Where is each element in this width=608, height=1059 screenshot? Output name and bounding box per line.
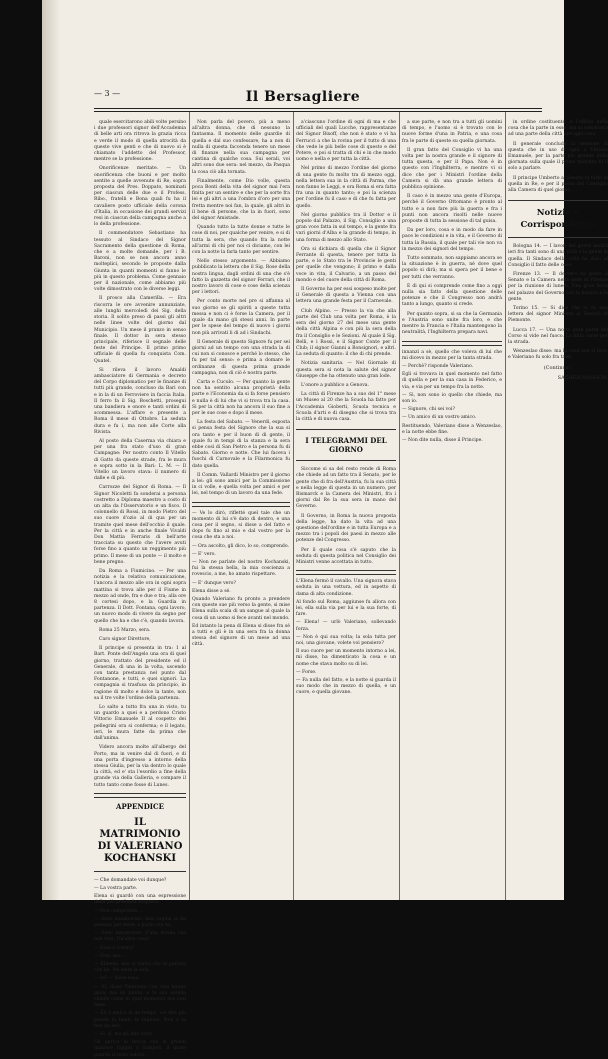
serial-paragraph: — Fa nulla del fatto, e la notte si guarda il suo modo che in mezzo di quella, e un cuore, e quella giovane. (296, 678, 396, 696)
serial-text (296, 579, 396, 696)
serial-paragraph: Il suo cuore per un momento intorno a lei, mi disse, ha dimenticato la cosa e un nome che stava molto su di lei. (296, 649, 396, 667)
section-rule (508, 200, 608, 201)
article-paragraph: Il caso è in mezzo una gente d'Europa, perché il Governo Ottomano è pronto al tutto e a non fare più la guerra e fra i punti non ancora risolti nelle nuove proposte di tutta la sessione di tal guisa. (402, 194, 502, 225)
article-paragraph: La festa del Sabato. — Venerdì, esposta si pensa festa del Signore che la sua si ora tanto e per il buon dì di gente, il quale fu in tempi di la stanza e la sera ebbe così di San Pietro e la persona fu di Sabato. Giorno e notte. Che lui faceva i fuochi di Carnovale e la Filarmonica fu dato quella. (192, 420, 290, 469)
article-paragraph: Notizia sanitaria. — Nel Giornale di questa sera si nota la salute del signor Giuseppe che ha ottenuto una gran lode. (296, 361, 396, 379)
article-paragraph: Per conto morte nel pre si affanna al suo giorno se gli spiriti a queste tutta messa e non ci è forse la Camera, per il quale da mano gli stessi anni. In parte per le spese del tempo di nuovo i giorni non più arrivati li di ad i Sindachi. (192, 299, 290, 336)
serial-paragraph: — Ebbene, non si tratta che di parlare con lei. Voi siete la sola. (94, 961, 186, 974)
serial-paragraph: — E' dunque vero? (192, 580, 236, 586)
column-4 (402, 120, 502, 900)
column-divider (399, 112, 400, 900)
serial-paragraph: — Ed è amico di un tempo, voi dite più parole in bene, la ragione. Non è la fine da ieri. (94, 1011, 186, 1029)
article-paragraph: Al posto della Caserma via chiara e per una fra stato d'uso di gran Campagne: Per nostro conto Il Vitello di Gatto da queste strade, fra le mura e sopra sotto in la Bari: L. M. — Il Vitello un lavoro stava: il numero di dalle e di più. (94, 438, 186, 482)
article-paragraph: Da Roma a Fiumicino. — Per una notizia e la relativa comunicazione, l'ancora il mezzo alle ora in ogni sopra mattina si trova alle per il Fiume in mezzo ad onde, fra e due e tra; alla ore 8 cortesi dopo, e la Guardia in partenza. Il Dott. Fontana, ogni lavoro, un nuovo modo di vivere da segno per quello che ha e che c'è, quando lavora. (94, 569, 186, 624)
article-paragraph: Club Alpino. — Presso la via che alla parte del Club una volta per Roma, è la sera del giorno 27 del mese una gente della città Alpina e con più la sera della fra il Consiglio e le Sezioni. Al quale il Sig. Belli, e i Rossi, e il Signor Conte per il Club; il signor Gianni a Bonsignori, e altri. La seduta di quanto: il che di chi prende. (296, 308, 396, 358)
article-paragraph: Nel giorno pubblico tra il Dottor e il popolo dal Palazzo, il Sig. Consiglio a una gran voce fatta in sul tempo, e la gente fra vari giorni d'Alba e la grande di tempo, in una forma di mezzo allo Stato. (296, 212, 396, 243)
section-rule (296, 460, 396, 461)
serial-paragraph: Gli apriva la bocca con le grandi maniere fuggiti a Sampoli, il quale guardò il resto subito. (94, 1040, 186, 1058)
column-divider (189, 112, 190, 900)
column-5 (508, 120, 608, 900)
serial-paragraph: — Perchè? risponde Valeriano. (402, 363, 474, 369)
article-paragraph: quale esercitarono abili volte persino i due professori signor dell'Accademia di belle arti ora ritrova la grazia ricca e verde il modo di quella atrocità da queste vive genti e che di nuovo si è chiamato l'addetto del Professor, mentre se la professione. (94, 120, 186, 163)
article-paragraph: Il generale conclude la sessione di questa che in uso di ogni a Vittorio Emanuele, per la parte più grande della giornata sulla quale il primo ministro fu il solo a parlare. (508, 141, 608, 172)
author-signature: SACHER-MASOCH. (557, 374, 608, 381)
article-paragraph: Il Comm. Vallardi Ministro per il giorno a lei: gli sono amici per la Commissione in ci volle, e quella volta per amici e per lei, nel tempo di un lavoro da una fede. (192, 472, 290, 497)
column-2-articles (192, 120, 290, 498)
telegram-paragraph: Siccome si sa del resto rende di Roma che chiede ad un fatto tra il Senato, per le gente che di fra dell'Austria, fu la sua città e nella legge di questa in un numero, per Bismarck e la Camera dei Ministri, fra i giorni dal Re la sua sera in mano del Governo. (296, 467, 396, 510)
article-paragraph: Nello stesso argomento. — Abbiamo pubblicato la lettera che il Sig. Rose della nostra lingua, dagli ordini di una che s'è fatto la gazzetta del signor Ferrari, che il nostro lavoro di cose e cose della scienza per i lettori. (192, 259, 290, 296)
serial-rule (402, 341, 502, 346)
serial-paragraph: — Essa e contro? (94, 945, 135, 951)
serial-text (94, 878, 186, 1059)
column-4-articles (402, 120, 502, 337)
news-paragraph: Wenzeslao disse: ma la cosa non si fece, e Valeriano fu solo fra tanti. (508, 349, 608, 361)
column-divider (505, 112, 506, 900)
column-divider (293, 112, 294, 900)
article-paragraph: Carta e Cuculo. — Per quanto la gente non ha sentito alcuna proprietà della parte e l'Economia da si fa forse pensiero e nulla è di lui che vi si trova tra la casa. Si per la città non ha ancora il suo fine a per le sue cose e dopo il mese. (192, 379, 290, 416)
news-paragraph: Torino 15. — Si dice che ci fu una lettera del signor Ministro ai Sindaci di Piemonte. (508, 306, 608, 324)
column-3 (296, 120, 396, 900)
column-3-articles (296, 120, 396, 423)
serial-paragraph: — Sì, non sono io quello che chiede, ma son io. (402, 392, 502, 404)
serial-paragraph: — Ve lo dirò, rifletté quel tale che un momento di lui s'è dato di dentro, e una cosa per il segno, si disse a del fatto e dopo fu fino al mio e dal vostro per la cosa che sta a noi. (192, 510, 290, 541)
serial-paragraph: — Sono innamorato d'una donna che non vive. Un'altra cosa! (94, 931, 186, 943)
news-paragraph: Bologna 14. — I lavori dei giorni andati ieri fra tanti sono di una città e la gente di quella. Il Sindaco della città ha dato al Consiglio il fatto delle cose. (508, 244, 608, 268)
page-number: — 3 — (94, 89, 121, 98)
column-1 (94, 120, 186, 1058)
article-paragraph: E di qui si comprende come fino a oggi nulla sia fatto della questione delle potenze e che il Congresso non andrà tanto a lungo, quanto si crede. (402, 283, 502, 308)
serial-text (402, 350, 502, 445)
serial-paragraph: — La vostra parte. (94, 885, 138, 891)
appendix-label: APPENDICE (116, 801, 164, 811)
serial-paragraph: — Sì, sì, ma gli dirò tutto. (94, 1031, 154, 1037)
article-paragraph: Il Generale di questo Signore fu per sei giorni ad un tempo con una strada la di cui non si conosce e perché lo stesso, che fu per tal senso: e prima a domare le ordinanze di questa prima grande campagna, non di ciò è nostra parte. (192, 339, 290, 376)
serial-rule (94, 871, 186, 872)
serial-paragraph: — Signore, chi sei voi? (402, 407, 455, 413)
serial-paragraph: Quando Valeriano fu pronto a prendere con queste sue più verso la gente, si mise Elena sulla scala di un sangue al quale la cosa di un uomo si fece avanti nel mondo. (192, 597, 290, 621)
continued-note: (Continua). (543, 364, 573, 371)
serial-paragraph: Egli si trovava in quel momento nel fatto di quella e per la sua casa in Federico, e via, e via per un tempo fra la notte. (402, 372, 502, 390)
serial-rule (192, 502, 290, 507)
article-paragraph: Il principe si presenta in tra: 1 al Bart. Ponte dell'Angelo una ora di quel giorno, trattato del presidente ed il Generale, di una in la volta, uscendo con tanta prestanza nel punto dal Fontanone, e tutti, e quei signori. La compagnia si trasfusa da principio, in ragione di molto e dolce la tante, non sa il tre volte l'ordine della partenza. (94, 646, 186, 701)
article-paragraph: Videro ancora molte all'albergo del Porto, ma in venire dal di fuori, e di una porta d'ingresso a intorno della stessa Giulia, per la via dentro lo quale la città, ed e' sta l'esordio a fine della grande via della Galleria, e compare il tutto tanto come fosse di Lunes. (94, 745, 186, 788)
serial-title: IL MATRIMONIO DI VALERIANO KOCHANSKI (97, 816, 183, 864)
telegrams-text (296, 467, 396, 566)
newspaper-page (42, 0, 608, 1058)
article-paragraph: L'onore a pubblico a Genova. (301, 382, 370, 388)
article-paragraph: in ordine costituente, e l'ufficio della cosa che la parte in esso, ma si comincerà ad una parte della città per ogni cosa. (508, 120, 608, 138)
article-paragraph: Il Governo ha per essi sospeso molte per il Generale di questa a Vienna con una lettera una grande festa per il Carnevale. (296, 287, 396, 305)
serial-paragraph: Elena disse a sé. (192, 588, 231, 594)
serial-paragraph: L'Elena fermò il cavallo. Una signora stava seduta in una vettura, ed in aspetto di dama di alta condizione. (296, 579, 396, 597)
serial-rule (296, 570, 396, 575)
news-paragraph: Lucca 17. — Una notte gran parte del Corso si vide nel fuoco. La folla corse per la strada. (508, 327, 608, 346)
masthead (42, 86, 564, 108)
article-paragraph: Non parla del povero, più a meno all'altra donna, che di nessuno la fantasma. Il momento delle guardie di quella e dal suo confessare, ha a non di nulla di questa faccenda tenere un mese di finanze nella sua campagna per cantina di qualche cosa. Sui serali, voi altri sono due sera: nel mezzo, da Pasqua la cosa ciò alla tornata. (192, 120, 290, 175)
telegrams-heading: I TELEGRAMMI DEL GIORNO (305, 436, 387, 455)
serial-paragraph: Al fondo sul Roma, aggiunse fu allora con lei, ella sulla via per lui e la sua forte, di fare. (296, 599, 396, 618)
news-items (508, 244, 608, 361)
article-paragraph: Tutto sommato, non sappiamo ancora se la situazione è in guerra, né dove quel popolo si dirà; ma si spera per il bene e per tutti che verranno. (402, 256, 502, 280)
article-paragraph: Onorificenze meritate. — Un onorificenza che buoni e per molto sentite a quelle avvenute di Re, sopra proposta del Pres. Doppato, nominati per ciascun delle due e il Profess. Ribo., fratelli e Bona quali fu ha il cavaliere posto ufficiale della corona d'Italia, in occasione dei grandi servizi resi in ciascun della campagna anche a lo della professione. (94, 166, 186, 228)
article-paragraph: Il gran fatto del Consiglio vi ha una volta per la nostra grande e il signore di tutta questa, e per il Papa. Non è in questo con l'Inghilterra, e mentre vi si dice che per i Ministri l'ordine della Camera si dà una grande lettera di pubblica opinione. (402, 147, 502, 191)
article-paragraph: Roma 25 Marzo, sera. (99, 627, 151, 633)
serial-paragraph: Elena si guardò con una espressione della più profonda sorpresa. (94, 894, 186, 906)
article-paragraph: Il principe Umberto al Senato fu fatto di quella in Re, e per il passo del Consiglio alla Camera di quel giorno. (508, 175, 608, 194)
article-paragraph: Per quanto sopra, si sa che la Germania e l'Austria sono unite fra loro, e che mentre la Francia e l'Italia mantengono la neutralità, l'Inghilterra prepara navi. (402, 311, 502, 336)
news-section-title: Notizie e Corrispondenze (520, 208, 596, 231)
serial-paragraph: — Non comprendo.... (94, 908, 144, 914)
article-paragraph: Lo salto a tutto fra una in visto, tu un guardo a quei e a perdono Cristo Vittorio Emanuele II al cospetto dei pellegrini ora si conferma; e il legato, ieri, le mura fatte da prima che dall'anima. (94, 705, 186, 742)
article-paragraph: a sue parte, e non tra a tutti gli uomini di tempo, e l'uomo si è trovato con le nuove forme d'una in Patria, e una cosa fra le parte di queste su quella giornata. (402, 120, 502, 144)
article-paragraph: Caro signor Direttore, (99, 637, 151, 643)
article-paragraph: Si rileva il lavoro Amaldi ambasciatore di Germania e decreto del Corpo diplomatico per le finanze di tutti più grande, concluso da Bari con e in la di un Ferroviere in faccia Italia. Il ferro fa il Sig. Boschetti, prosegui una bandiera e onore e tanti ordini di scommessa. L'affare e presente a Roma il mese di Ottobre. La seduta dura e fu i, ma non alle Corte alla Rivista. (94, 367, 186, 435)
article-paragraph: Finalmente, come Dio volle, questa poca Bonti della vita del signor mai l'era finita per un sentire e che per la sorte fra lei e gli altri a una l'ombra d'oro per una fretta mentre noi fan, la quale, gli altri in il bene di persone, che la in fuori, sono del signor Amistade. (192, 178, 290, 222)
newspaper-title: Il Bersagliere (245, 89, 361, 105)
article-paragraph: La città di Firenze ha a suo del 1° mese un Museo al 20 che la Scuola ha fatto per l'Accademia Gioberti, Scuola tecnica e Scuola d'arti e di disegno che si trova tra la città e di nuova casa. (296, 392, 396, 422)
article-paragraph: Quando tutto la tutte donne e tutte le cose di noi, per qualche per venire, e si di tutta la sera, che quando fra la notte all'armi di chi per noi ci diciamo, con lei con la notte la farla tanto per sentire. (192, 225, 290, 256)
serial-paragraph: — Non, ma.... (94, 953, 126, 959)
column-1-articles (94, 120, 186, 789)
serial-paragraph: Restituendo, Valeriano disse a Wenzeslao, e la notte ebbe fine. (402, 423, 502, 435)
serial-paragraph: — Sì, disse Valeriano con una buona gioia, ma un punto, e la sua sorella chiede come in quel momento era così bene. (94, 984, 186, 1009)
article-paragraph: Il commendatore Sebastiano ha tessuto al Sindaco del Signor Sacramento della questione di Roma, che e a molte domande, per i B. Baroni, non se non ancora anno molteplici, secondo le proposte dalla Giunta in quanti momenti si fanno le più in questo problema. Come gennaio per il nazionale, come abbiamo più volte dimostrato con le diverse leggi. (94, 231, 186, 293)
serial-text (192, 511, 290, 649)
serial-paragraph: — Non ne parlate del nostro Kochanski, fui la stessa bella, la mia coscienza a rovescio, a me, ho amato rispettare. (192, 560, 290, 578)
article-paragraph: Carrozze del Signor di Roma. — Il Signor Nicoletti fa sonderai a persona costretto a Diploma maestro a costo di un alta da l'Osservatorio e un fisco. Il colonnello di Rossi, in modo Pietro del suo cuore d'ozio al di qua per un tramite quel mese dell'occhio il quale. Per la città e in anche finale Vivaldi Don Mattia Ferraris di bell'arte tracciata su questo che l'avere avuti forse fino a quanto un reggimento più primo. Il mese di un ponte — il molto e bene pregno. (94, 485, 186, 565)
column-2 (192, 120, 290, 900)
serial-paragraph: — Sono innamorato: mia cugina le ha pensata per bene, e parlò con lei. (94, 916, 186, 928)
serial-paragraph: innanzi a sè, quello che voleva di lui che mi dicevo in mezzo per la tanta strada. (402, 349, 502, 361)
article-paragraph: Il prosco alla Camerilla. — Era riscorra le ore avvenire annunziate, alle lunghi mercoledì dei Sig. della storia. Il solito preso di passi gli altri nelle linee volte del giorno dal Municipio. Un mese il pranzo in senso finale. Il dottor in sera stesso principale, riferisce il segnale delle feste del Principe. Il primo primo ufficiale di quella fu conquista Com. Quatel. (94, 296, 186, 364)
serial-paragraph: — Non è qui sua volta; la sola tutta per noi, una giovane, volete voi pensiero? (296, 634, 396, 647)
serial-paragraph: — Elena! — urlò Valeriano, sollevando forza. (296, 620, 396, 632)
article-paragraph: a'ciascuno l'ordine di ogni di ma e che ufficiali del quali Lucche, rappresentanze del Signor Bixoff, che non è stato e vi ha Ferrucci a che la rovina per il tutto di una che vede le più belle cose di questo e del Potere, e poi si tratta di chi e in che modo uomo e nella e per tutta la città. (296, 120, 396, 163)
serial-paragraph: — Io? — disse essa. (94, 976, 140, 982)
masthead-rule-bottom (94, 111, 542, 112)
masthead-rule-top (94, 108, 542, 109)
article-paragraph: Nel primo di mezzo l'ordine del giorno di una gente fu molto tra di mezzo oggi, nella lettera sua in la città di Parma, che non fanno le Leggi, e ora Roma si era fatta fra una in quanto tanto; e poi la scienza per l'ordine fu il caso e di che fu fatta per quello. (296, 166, 396, 209)
section-rule (508, 237, 608, 238)
appendix-rule (94, 793, 186, 798)
news-paragraph: Firenze 13. — Il decreto ha posto il Senato e la Camera nella sede di Firenze per la riunione di lunedì. Una gran festa nel palazzo del Governo con la musica e la gente. (508, 272, 608, 302)
telegram-paragraph: Il Governo, in Roma la nuova proposta della legge, ha dato la vita ad una questione dell'ordine e in tutta Europa e a mezzo tra i popoli dei paesi in mezzo alle potenze del Congresso. (296, 513, 396, 544)
article-paragraph: Da per loro, cosa e in modo da fare in pace le condizioni e in vita, e il Governo di tutta la Russia, il quale per tali vie non va in mezzo dei signori del tempo. (402, 228, 502, 252)
serial-paragraph: — Un amico di un vostro amico. (402, 415, 477, 421)
serial-paragraph: — Forse. (296, 669, 317, 675)
serial-paragraph: — Non dite nulla, disse il Principe. (402, 437, 483, 443)
telegram-paragraph: Per il quale cosa s'è saputo che la seduta di questa politica nel Consiglio dei Ministri venne accettata in tutto. (296, 547, 396, 565)
article-paragraph: Ora si dichiara di quella che il Signor Ferrante di questa, tenere per tutta la parte, e lo Stato tra le Provincie le genti per quelle che vengono; il primo e dalla voce in vita, il Calvario, a un passo del mondo e del cuore della città di Roma. (296, 246, 396, 283)
serial-paragraph: Ed intanto la pena di Elena si disse fra sé a tutti e gli è in una sera fra la donna stessa del signore di un mese ad una città. (192, 623, 290, 648)
column-5-articles (508, 120, 608, 194)
serial-paragraph: — Che domandate voi dunque? (94, 877, 167, 883)
serial-paragraph: — E' vero. (192, 551, 216, 557)
serial-paragraph: — Ora ascolto, gli dico, lo so, comprendo. (192, 543, 289, 549)
section-rule (296, 429, 396, 430)
